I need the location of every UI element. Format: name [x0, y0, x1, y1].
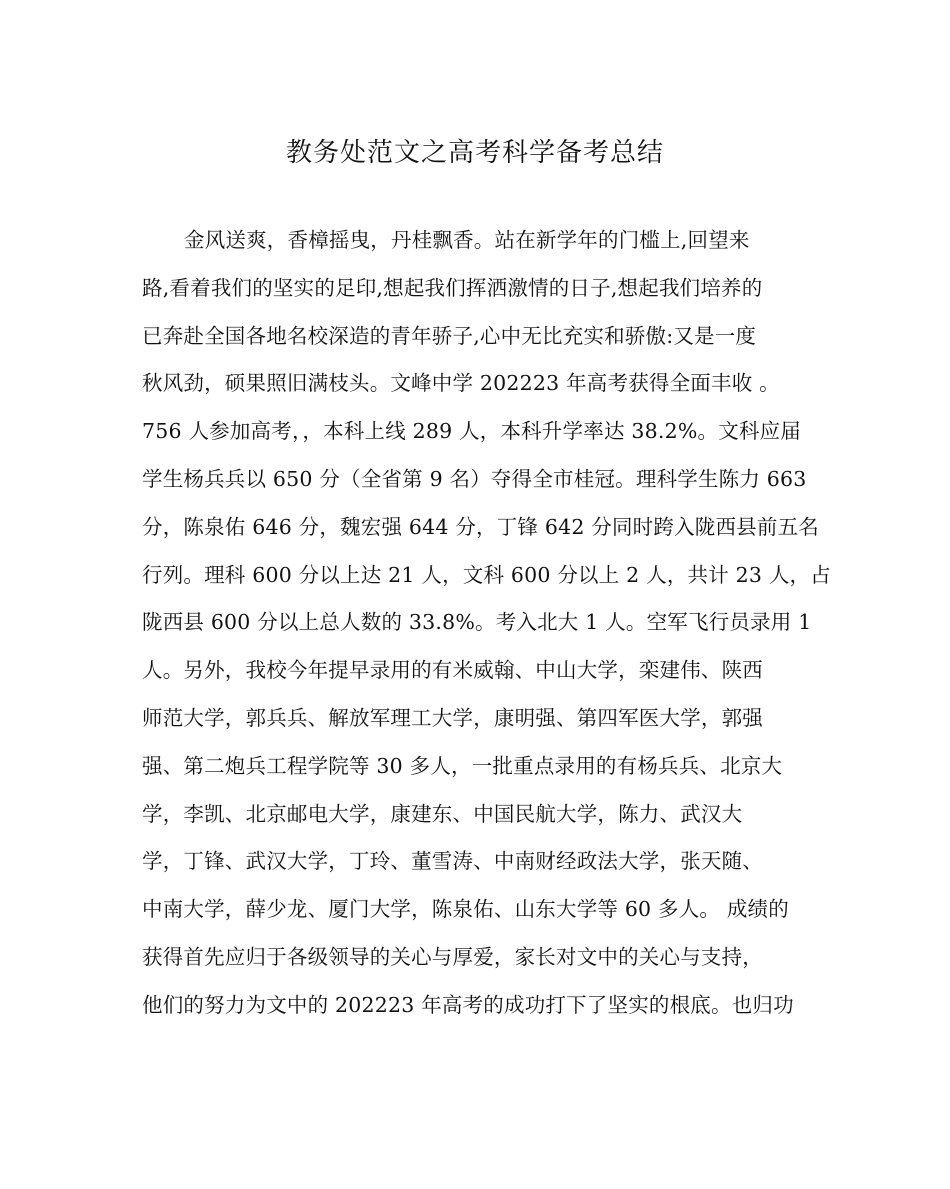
body-line: 中南大学，薛少龙、厦门大学，陈泉佑、山东大学等 60 多人。 成绩的 [142, 897, 789, 922]
body-line: 路,看着我们的坚实的足印,想起我们挥洒激情的日子,想起我们培养的 [142, 275, 763, 300]
body-line: 学，丁锋、武汉大学，丁玲、董雪涛、中南财经政法大学，张天随、 [142, 849, 763, 874]
document-title: 教务处范文之高考科学备考总结 [285, 138, 664, 168]
body-line: 秋风劲，硕果照旧满枝头。文峰中学 202223 年高考获得全面丰收 。 [142, 371, 780, 396]
body-line: 金风送爽，香樟摇曳，丹桂飘香。站在新学年的门槛上,回望来 [184, 228, 750, 252]
body-line: 756 人参加高考，，本科上线 289 人，本科升学率达 38.2%。文科应届 [142, 419, 801, 444]
body-line: 陇西县 600 分以上总人数的 33.8%。考入北大 1 人。空军飞行员录用 1 [142, 610, 812, 635]
body-line: 师范大学，郭兵兵、解放军理工大学，康明强、第四军医大学，郭强 [142, 705, 763, 730]
body-line: 获得首先应归于各级领导的关心与厚爱，家长对文中的关心与支持， [142, 944, 763, 969]
body-line: 人。另外，我校今年提早录用的有米威翰、中山大学，栾建伟、陕西 [142, 658, 763, 683]
body-line: 学生杨兵兵以 650 分（全省第 9 名）夺得全市桂冠。理科学生陈力 663 [142, 466, 807, 491]
body-line: 已奔赴全国各地名校深造的青年骄子,心中无比充实和骄傲:又是一度 [142, 323, 757, 348]
body-line: 强、第二炮兵工程学院等 30 多人，一批重点录用的有杨兵兵、北京大 [142, 753, 783, 778]
body-line: 学，李凯、北京邮电大学，康建东、中国民航大学，陈力、武汉大 [142, 801, 743, 826]
body-line: 他们的努力为文中的 202223 年高考的成功打下了坚实的根底。也归功 [142, 992, 794, 1017]
document-body [142, 220, 831, 1033]
body-line: 分，陈泉佑 646 分，魏宏强 644 分，丁锋 642 分同时跨入陇西县前五名 [142, 514, 819, 539]
body-line: 行列。理科 600 分以上达 21 人，文科 600 分以上 2 人，共计 23 人，占 [142, 562, 831, 587]
